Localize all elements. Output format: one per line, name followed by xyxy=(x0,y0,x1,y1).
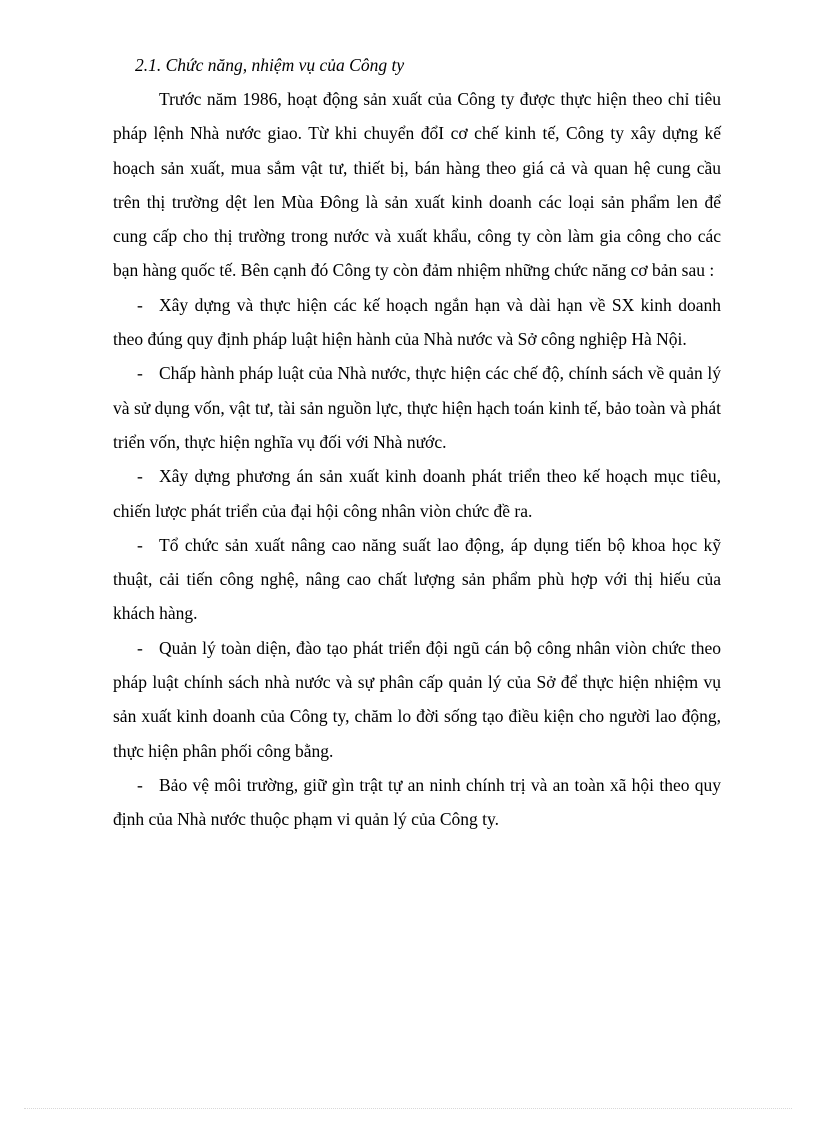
list-item xyxy=(113,459,721,528)
section-heading: 2.1. Chức năng, nhiệm vụ của Công ty xyxy=(135,55,405,75)
list-item xyxy=(113,631,721,768)
intro-paragraph: Trước năm 1986, hoạt động sản xuất của Công ty được thực hiện theo chỉ tiêu pháp lệnh Nhà nước giao. Từ khi chuyển đổI cơ chế kinh tế, Công ty xây dựng kế hoạch sản xuất, mua sắm vật tư, thiết bị, bán hàng theo giá cả và quan hệ cung cầu trên thị trường dệt len Mùa Đông là sản xuất kinh doanh các loại sản phẩm len để cung cấp cho thị trường trong nước và xuất khẩu, công ty còn làm gia công cho các bạn hàng quốc tế. Bên cạnh đó Công ty còn đảm nhiệm những chức năng cơ bản sau : xyxy=(113,89,721,281)
bullet-marker: - xyxy=(137,637,143,658)
list-item xyxy=(113,356,721,459)
page-bottom-rule xyxy=(24,1108,792,1109)
list-item-text: Quản lý toàn diện, đào tạo phát triển đội ngũ cán bộ công nhân viòn chức theo pháp luật chính sách nhà nước và sự phân cấp quản lý của Sở để thực hiện nhiệm vụ sản xuất kinh doanh của Công ty, chăm lo đời sống tạo điều kiện cho người lao động, thực hiện phân phối công bằng. xyxy=(113,637,721,761)
bullet-marker: - xyxy=(137,363,143,384)
list-item-text: Xây dựng phương án sản xuất kinh doanh phát triển theo kế hoạch mục tiêu, chiến lược phát triển của đại hội công nhân viòn chức đề ra. xyxy=(113,466,721,521)
bullet-marker: - xyxy=(137,466,143,487)
bullet-marker: - xyxy=(137,534,143,555)
list-item xyxy=(113,768,721,837)
list-item-text: Bảo vệ môi trường, giữ gìn trật tự an ninh chính trị và an toàn xã hội theo quy định của Nhà nước thuộc phạm vi quản lý của Công ty. xyxy=(113,774,721,830)
list-item xyxy=(113,528,721,631)
list-item-text: Tổ chức sản xuất nâng cao năng suất lao động, áp dụng tiến bộ khoa học kỹ thuật, cải tiến công nghệ, nâng cao chất lượng sản phẩm phù hợp với thị hiếu của khách hàng. xyxy=(113,534,721,624)
bullet-marker: - xyxy=(137,294,143,315)
list-item xyxy=(113,288,721,357)
list-item-text: Chấp hành pháp luật của Nhà nước, thực hiện các chế độ, chính sách về quản lý và sử dụng vốn, vật tư, tài sản nguồn lực, thực hiện hạch toán kinh tế, bảo toàn và phát triển vốn, thực hiện nghĩa vụ đối với Nhà nước. xyxy=(113,363,721,452)
list-item-text: Xây dựng và thực hiện các kế hoạch ngắn hạn và dài hạn về SX kinh doanh theo đúng quy định pháp luật hiện hành của Nhà nước và Sở công nghiệp Hà Nội. xyxy=(113,294,721,350)
document-body xyxy=(113,48,721,837)
bullet-marker: - xyxy=(137,774,143,795)
